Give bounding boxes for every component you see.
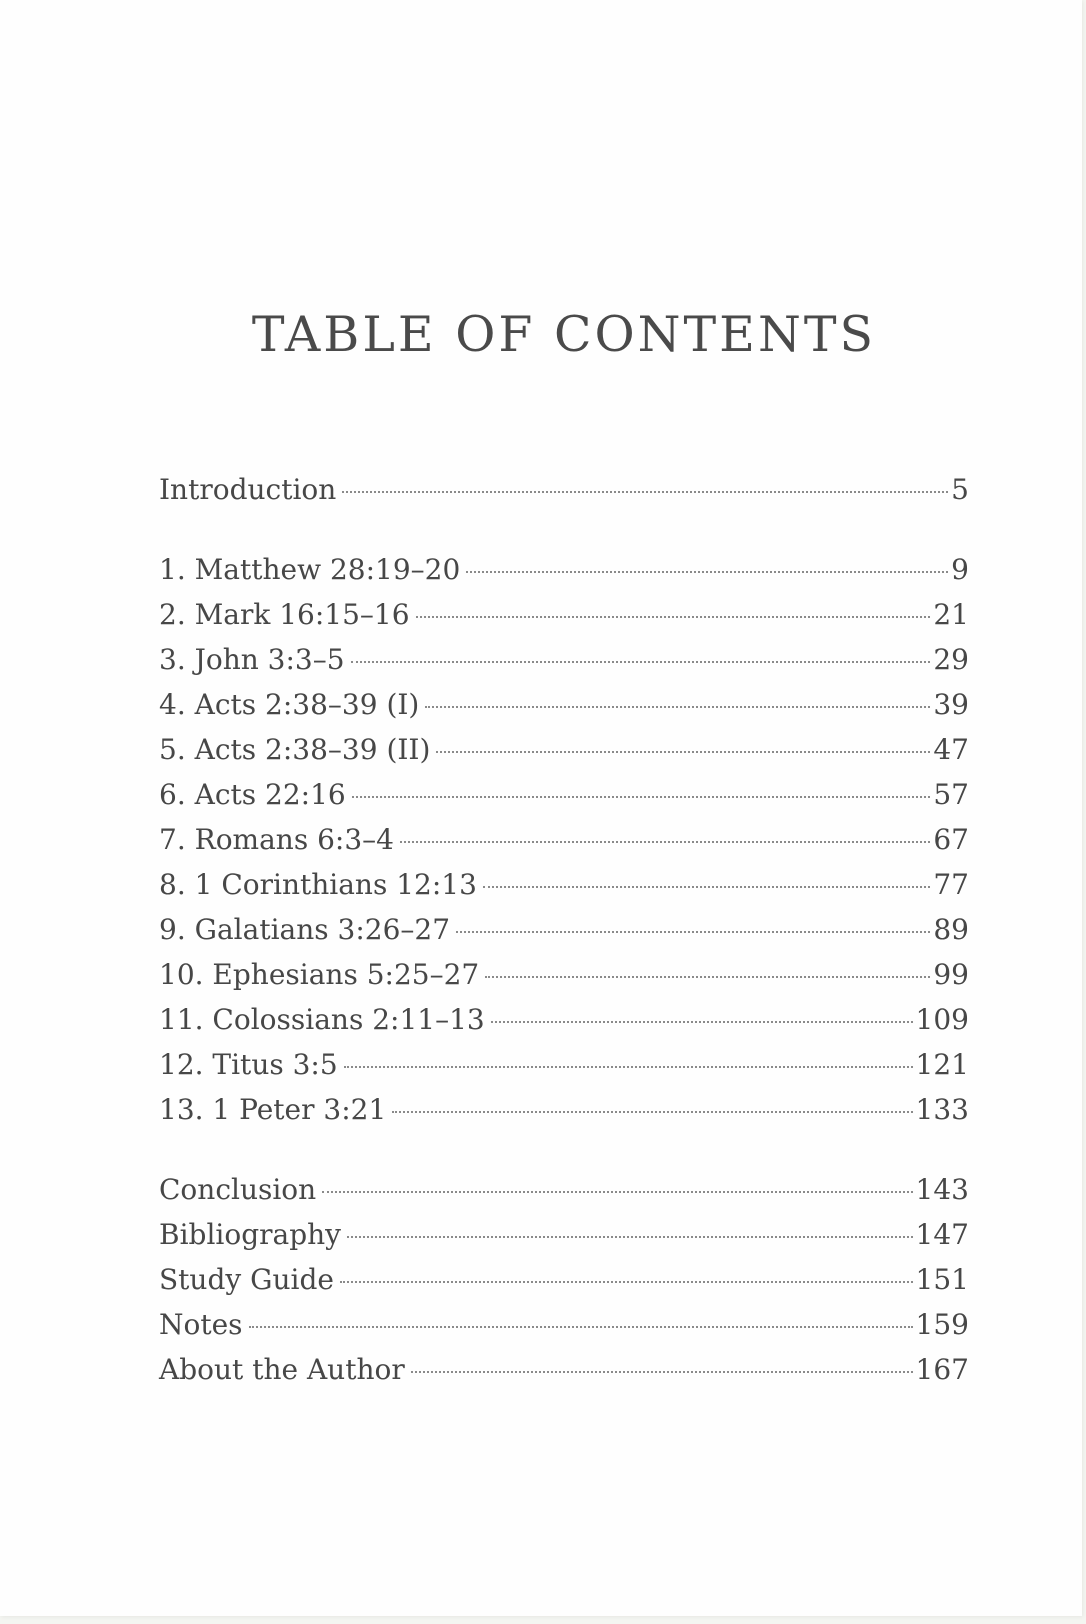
- toc-entry-page: 21: [933, 598, 969, 631]
- toc-entry: [159, 817, 969, 862]
- toc-entry-page: 121: [915, 1048, 969, 1081]
- dot-leader: [344, 1066, 913, 1068]
- toc-entry-label: 4. Acts 2:38–39 (I): [159, 688, 420, 721]
- toc-entry-page: 5: [951, 473, 969, 506]
- toc-entry-page: 133: [915, 1093, 969, 1126]
- toc-entry-label: 13. 1 Peter 3:21: [159, 1093, 387, 1126]
- page-title: TABLE OF CONTENTS: [251, 306, 877, 363]
- toc-entry-label: Notes: [159, 1308, 243, 1341]
- toc-entry-page: 147: [915, 1218, 969, 1251]
- toc-entry-label: 6. Acts 22:16: [159, 778, 346, 811]
- dot-leader: [456, 931, 930, 933]
- toc-entry-label: 9. Galatians 3:26–27: [159, 913, 451, 946]
- toc-entry-page: 99: [933, 958, 969, 991]
- dot-leader: [411, 1371, 913, 1373]
- toc-entry: [159, 772, 969, 817]
- toc-entry: [159, 467, 969, 512]
- dot-leader: [483, 886, 930, 888]
- dot-leader: [425, 706, 930, 708]
- dot-leader: [351, 661, 931, 663]
- toc-entry: [159, 1212, 969, 1257]
- toc-entry: [159, 862, 969, 907]
- toc-entry-label: Conclusion: [159, 1173, 317, 1206]
- toc-entry-label: 2. Mark 16:15–16: [159, 598, 410, 631]
- toc-entry-page: 77: [933, 868, 969, 901]
- toc-entry-page: 67: [933, 823, 969, 856]
- toc-entry: [159, 592, 969, 637]
- toc-entry-label: Bibliography: [159, 1218, 341, 1251]
- dot-leader: [400, 841, 930, 843]
- toc-entry: [159, 1257, 969, 1302]
- toc-entry-label: Introduction: [159, 473, 337, 506]
- dot-leader: [352, 796, 931, 798]
- toc-entry-label: Study Guide: [159, 1263, 334, 1296]
- toc-entry-page: 89: [933, 913, 969, 946]
- toc-entry: [159, 1042, 969, 1087]
- toc-entry-label: 3. John 3:3–5: [159, 643, 345, 676]
- dot-leader: [491, 1021, 913, 1023]
- toc-entry-label: About the Author: [159, 1353, 405, 1386]
- toc-entry: [159, 682, 969, 727]
- toc-entry: [159, 547, 969, 592]
- toc-entry-label: 7. Romans 6:3–4: [159, 823, 394, 856]
- toc-entry: [159, 1167, 969, 1212]
- toc-entry: [159, 637, 969, 682]
- dot-leader: [485, 976, 930, 978]
- toc-entry-page: 109: [915, 1003, 969, 1036]
- toc-entry-label: 12. Titus 3:5: [159, 1048, 338, 1081]
- dot-leader: [249, 1326, 913, 1328]
- toc-entry: [159, 907, 969, 952]
- dot-leader: [340, 1281, 913, 1283]
- toc-group-front: [159, 467, 969, 512]
- toc-entry: [159, 997, 969, 1042]
- toc-group-back: [159, 1167, 969, 1392]
- toc-entry-label: 11. Colossians 2:11–13: [159, 1003, 485, 1036]
- toc-entry-label: 10. Ephesians 5:25–27: [159, 958, 480, 991]
- toc-entry-page: 47: [933, 733, 969, 766]
- dot-leader: [392, 1111, 912, 1113]
- toc-entry-page: 167: [915, 1353, 969, 1386]
- toc-entry: [159, 727, 969, 772]
- toc-entry-page: 9: [951, 553, 969, 586]
- toc-entry-label: 8. 1 Corinthians 12:13: [159, 868, 477, 901]
- toc-entry: [159, 952, 969, 997]
- toc-entry-page: 57: [933, 778, 969, 811]
- toc-entry-page: 29: [933, 643, 969, 676]
- toc-group-chapters: [159, 547, 969, 1132]
- dot-leader: [347, 1236, 913, 1238]
- toc-entry-page: 39: [933, 688, 969, 721]
- toc-entry-page: 159: [915, 1308, 969, 1341]
- toc-entry: [159, 1347, 969, 1392]
- toc-entry-page: 151: [915, 1263, 969, 1296]
- toc-entry-page: 143: [915, 1173, 969, 1206]
- dot-leader: [342, 491, 948, 493]
- toc-entry: [159, 1302, 969, 1347]
- toc-entry: [159, 1087, 969, 1132]
- dot-leader: [322, 1191, 912, 1193]
- toc-entry-label: 1. Matthew 28:19–20: [159, 553, 461, 586]
- dot-leader: [436, 751, 930, 753]
- dot-leader: [466, 571, 948, 573]
- dot-leader: [416, 616, 931, 618]
- toc-entry-label: 5. Acts 2:38–39 (II): [159, 733, 431, 766]
